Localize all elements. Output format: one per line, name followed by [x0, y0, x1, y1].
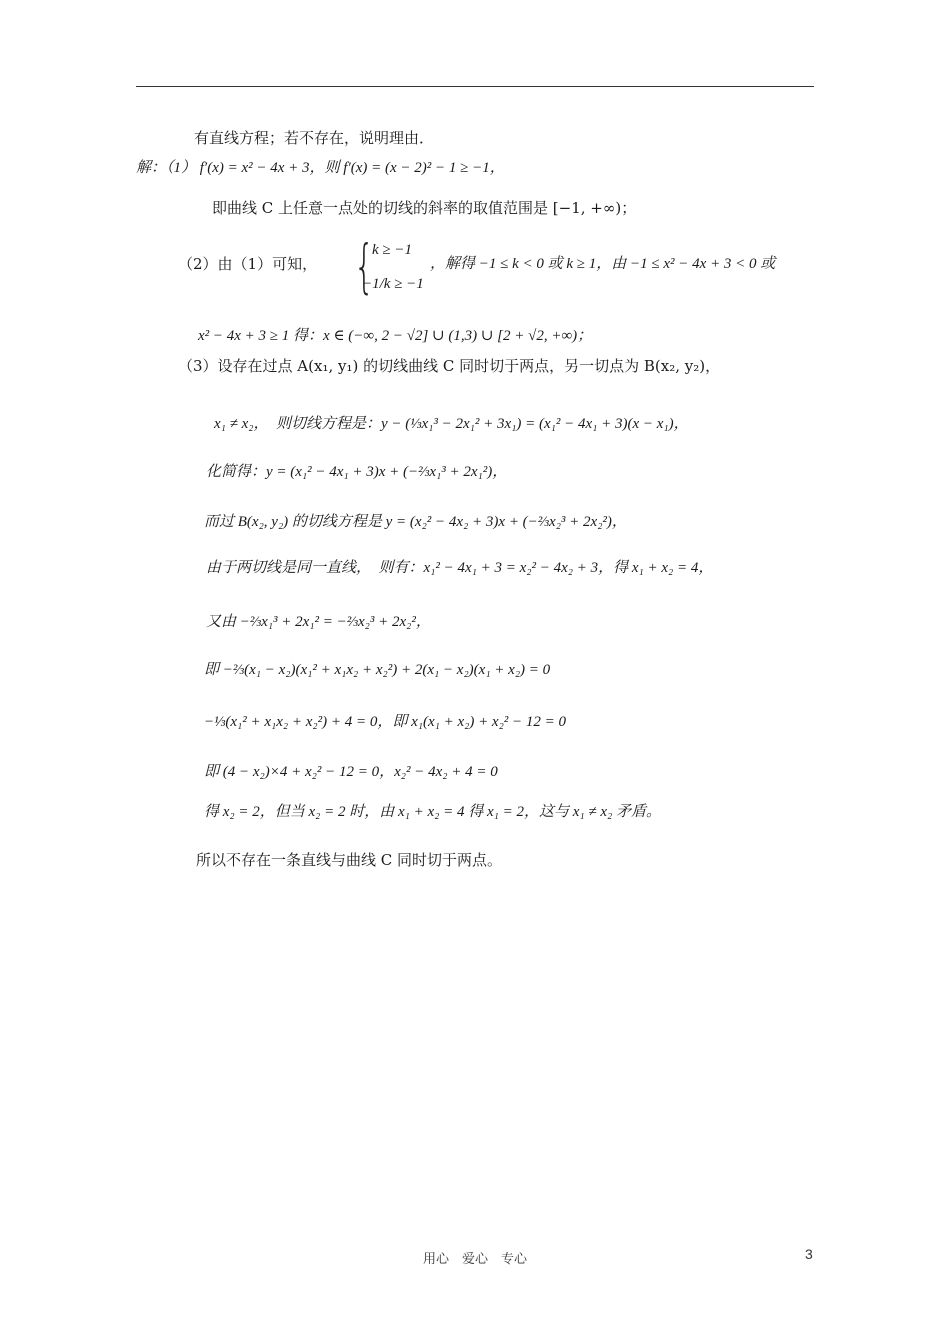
text-line: 解：（1） f′(x) = x² − 4x + 3，则 f′(x) = (x − 2)² − 1 ≥ −1，	[136, 160, 505, 176]
text-line: 有直线方程；若不存在，说明理由．	[194, 129, 435, 147]
text-line: 而过 B(x₂, y₂) 的切线方程是 y = (x₂² − 4x₂ + 3)x + (−⅔x₂³ + 2x₂²)，	[204, 514, 627, 530]
text-line: （2）由（1）可知，	[178, 255, 318, 273]
text-line: 所以不存在一条直线与曲线 C 同时切于两点。	[196, 851, 503, 869]
text-line: 即 −⅔(x₁ − x₂)(x₁² + x₁x₂ + x₂²) + 2(x₁ − x₂)(x₁ + x₂) = 0	[204, 662, 551, 678]
text-line: x² − 4x + 3 ≥ 1 得：x ∈ (−∞, 2 − √2] ∪ (1,3) ∪ [2 + √2, +∞)；	[198, 328, 593, 344]
text-line: 由于两切线是同一直线， 则有：x₁² − 4x₁ + 3 = x₂² − 4x₂ + 3，得 x₁ + x₂ = 4，	[206, 560, 714, 576]
text-line: 化简得：y = (x₁² − 4x₁ + 3)x + (−⅔x₁³ + 2x₁²)，	[206, 464, 508, 480]
page-footer: 用心 爱心 专心	[422, 1252, 527, 1267]
system-line-2: −1/k ≥ −1	[362, 276, 424, 292]
header-rule	[136, 86, 814, 87]
text-line: −⅓(x₁² + x₁x₂ + x₂²) + 4 = 0，即 x₁(x₁ + x₂) + x₂² − 12 = 0	[204, 714, 567, 730]
text-line: x₁ ≠ x₂， 则切线方程是：y − (⅓x₁³ − 2x₁² + 3x₁) = (x₁² − 4x₁ + 3)(x − x₁)，	[214, 416, 689, 432]
text-line: ，解得 −1 ≤ k < 0 或 k ≥ 1，由 −1 ≤ x² − 4x + 3 < 0 或	[430, 256, 776, 272]
text-line: 又由 −⅔x₁³ + 2x₁² = −⅔x₂³ + 2x₂²，	[206, 614, 431, 630]
system-brace: {	[354, 232, 375, 300]
text-line: 即 (4 − x₂)×4 + x₂² − 12 = 0，x₂² − 4x₂ + 4 = 0	[204, 764, 498, 780]
text-line: 即曲线 C 上任意一点处的切线的斜率的取值范围是 [−1, +∞)；	[212, 199, 637, 217]
text-line: 得 x₂ = 2，但当 x₂ = 2 时，由 x₁ + x₂ = 4 得 x₁ = 2，这与 x₁ ≠ x₂ 矛盾。	[204, 804, 661, 820]
system-line-1: k ≥ −1	[372, 242, 413, 258]
text-line: （3）设存在过点 A(x₁, y₁) 的切线曲线 C 同时切于两点，另一切点为 B(x₂, y₂)，	[178, 357, 721, 375]
page-number: 3	[805, 1246, 813, 1262]
